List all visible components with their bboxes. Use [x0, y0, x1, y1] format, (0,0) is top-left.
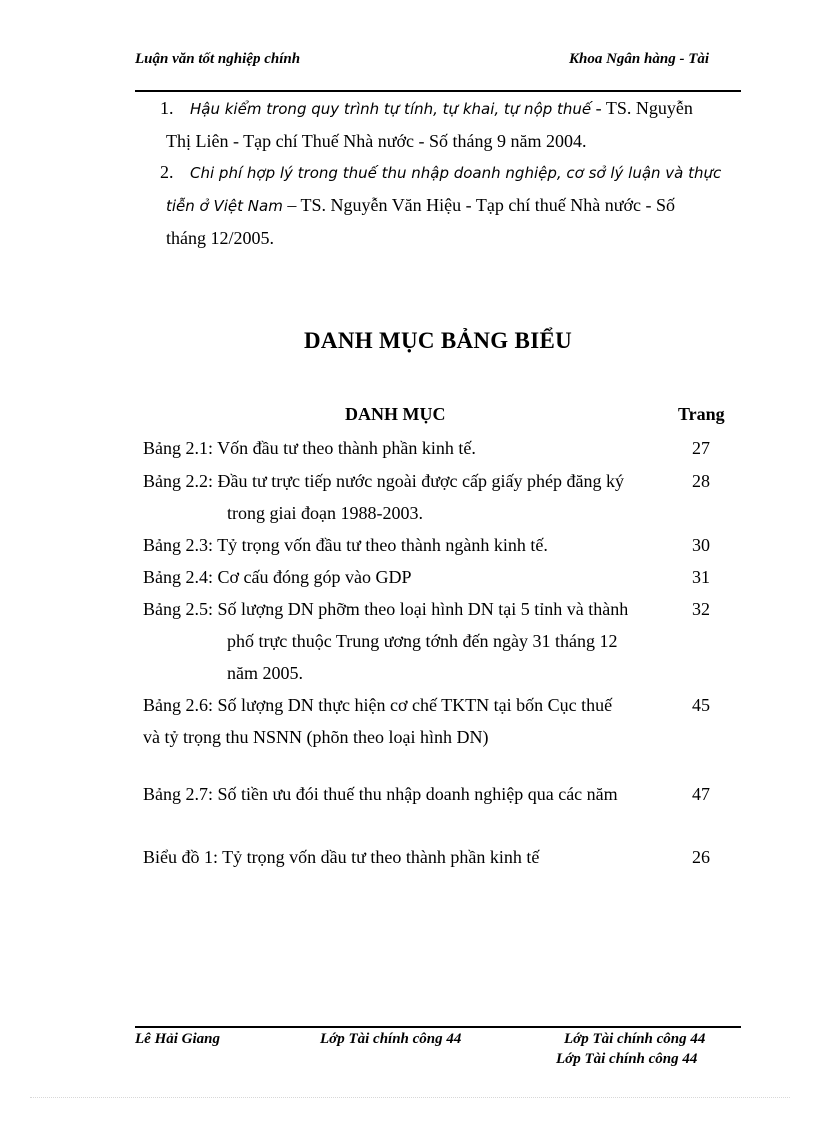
list-item [143, 561, 658, 593]
entry-text: Bảng 2.5: Số lượng DN phỡm theo loại hình DN tại 5 tỉnh và thành [143, 599, 629, 619]
reference-title: Hậu kiểm trong quy trình tự tính, tự khai, tự nộp thuế [190, 100, 592, 118]
footer-class-right-2: Lớp Tài chính công 44 [556, 1051, 698, 1067]
entry-page: 47 [692, 784, 710, 804]
entry-page: 27 [692, 438, 710, 458]
entry-page: 30 [692, 535, 710, 555]
list-item [143, 778, 658, 810]
entry-text: Bảng 2.3: Tỷ trọng vốn đầu tư theo thành ngành kinh tế. [143, 535, 548, 555]
entry-page: 32 [692, 599, 710, 619]
page-bottom-divider [30, 1097, 790, 1098]
entry-page: 31 [692, 567, 710, 587]
reference-item-2 [160, 156, 742, 254]
entry-text-cont: trong giai đoạn 1988-2003. [227, 503, 423, 523]
entry-text-cont: năm 2005. [227, 663, 303, 683]
reference-number: 2. [160, 162, 174, 182]
list-item [143, 465, 658, 529]
entry-text: Bảng 2.4: Cơ cấu đóng góp vào GDP [143, 567, 412, 587]
entry-page: 45 [692, 695, 710, 715]
footer-rule [135, 1026, 741, 1028]
reference-source: tháng 12/2005. [166, 228, 274, 248]
reference-number: 1. [160, 98, 174, 118]
header-right-title: Khoa Ngân hàng - Tài [569, 51, 710, 67]
list-item [143, 689, 658, 753]
reference-author: – TS. Nguyễn Văn Hiệu - Tạp chí thuế Nhà nước - Số [282, 195, 676, 215]
reference-item-1 [160, 92, 742, 157]
entry-page: 26 [692, 847, 710, 867]
entry-text: Bảng 2.6: Số lượng DN thực hiện cơ chế TKTN tại bốn Cục thuế [143, 695, 613, 715]
footer-author: Lê Hải Giang [135, 1031, 220, 1047]
entry-text: Biểu đồ 1: Tỷ trọng vốn dầu tư theo thành phần kinh tế [143, 847, 540, 867]
entry-text-cont: và tỷ trọng thu NSNN (phõn theo loại hình DN) [143, 727, 489, 747]
entry-text-cont: phố trực thuộc Trung ương tớnh đến ngày 31 tháng 12 [227, 631, 618, 651]
entry-text: Bảng 2.2: Đầu tư trực tiếp nước ngoài được cấp giấy phép đăng ký [143, 471, 624, 491]
list-item [143, 529, 658, 561]
reference-title: Chi phí hợp lý trong thuế thu nhập doanh nghiệp, cơ sở lý luận và thực [190, 164, 722, 182]
entry-page: 28 [692, 471, 710, 491]
column-header-list: DANH MỤC [345, 404, 446, 424]
reference-author: - TS. Nguyễn [591, 98, 693, 118]
reference-source: Thị Liên - Tạp chí Thuế Nhà nước - Số tháng 9 năm 2004. [166, 131, 587, 151]
column-header-page: Trang [678, 404, 725, 424]
footer-class-middle: Lớp Tài chính công 44 [320, 1031, 462, 1047]
reference-title-cont: tiễn ở Việt Nam [166, 197, 283, 215]
header-left-title: Luận văn tốt nghiệp chính [135, 51, 301, 67]
entry-text: Bảng 2.7: Số tiền ưu đói thuế thu nhập doanh nghiệp qua các năm [143, 784, 618, 804]
list-item [143, 841, 658, 873]
list-item [143, 432, 658, 464]
entry-text: Bảng 2.1: Vốn đầu tư theo thành phần kinh tế. [143, 438, 476, 458]
list-item [143, 593, 658, 689]
footer-class-right: Lớp Tài chính công 44 [564, 1031, 706, 1047]
section-title: DANH MỤC BẢNG BIỂU [304, 328, 572, 353]
